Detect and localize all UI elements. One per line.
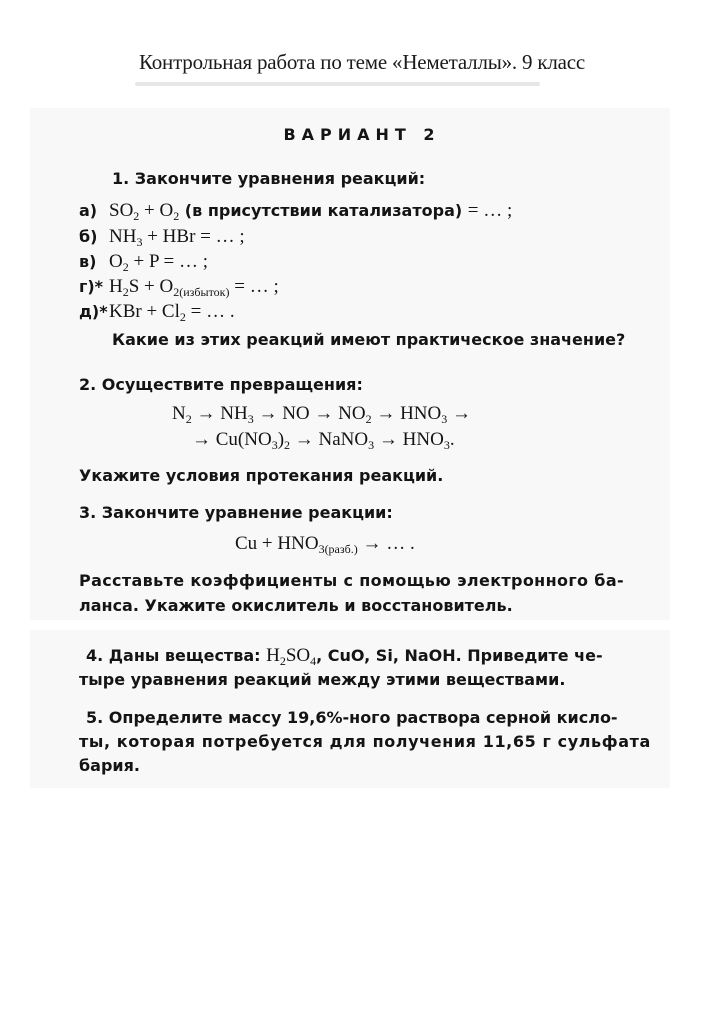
item-equation: $SO_2 + O_2$ (в присутствии катализатора) = … ; (109, 200, 513, 223)
task1-item-b (79, 227, 245, 247)
task1-item-c (79, 252, 208, 272)
task1-question: Какие из этих реакций имеют практическое значение? (112, 330, 626, 349)
task5-text-line2: ты, которая потребуется для получения 11,65 г сульфата (79, 732, 651, 751)
task2-chain-line1: $N_2 \to NH_3$ → NO → $NO_2 \to HNO_3$ → (172, 403, 471, 426)
item-label: г)* (79, 277, 104, 296)
task1-item-a (79, 201, 512, 221)
task3-title: 3. Закончите уравнение реакции: (79, 503, 393, 522)
task3-text-line2: ланса. Укажите окислитель и восстановитель. (79, 596, 513, 615)
task5-text-line3: бария. (79, 756, 140, 775)
task2-chain-line2: → $Cu(NO_3)_2$ → NaNO$_3$ → $HNO_3$. (192, 429, 455, 452)
task1-item-e (79, 302, 235, 322)
task2-title: 2. Осуществите превращения: (79, 375, 363, 394)
task4-text-line1: 4. Даны вещества: $H_2SO_4$, CuO, Si, NaOH. Приведите че- (86, 645, 603, 668)
item-label: д)* (79, 302, 108, 321)
task5-text-line1: 5. Определите массу 19,6%-ного раствора серной кисло- (86, 708, 618, 727)
task3-text-line1: Расставьте коэффициенты с помощью электронного ба- (79, 571, 624, 590)
item-label: а) (79, 201, 98, 220)
page-title: Контрольная работа по теме «Неметаллы». 9 класс (138, 50, 586, 74)
faded-scan-line (135, 82, 540, 86)
task2-note: Укажите условия протекания реакций. (79, 466, 444, 485)
item-equation: $NH_3$ + HBr = … ; (109, 226, 245, 249)
item-label: в) (79, 252, 97, 271)
task4-text-line2: тыре уравнения реакций между этими веществами. (79, 670, 566, 689)
task3-equation: $Cu + HNO_{3(разб.)}$ → … . (235, 533, 415, 556)
item-label: б) (79, 227, 98, 246)
task1-item-d (79, 277, 279, 297)
item-equation: KBr + $Cl_2$ = … . (109, 301, 235, 324)
item-equation: $O_2 + P$ = … ; (109, 251, 209, 274)
item-equation: $H_2S + O_{2(избыток)}$ = … ; (109, 276, 279, 299)
variant-heading: ВАРИАНТ 2 (283, 125, 441, 144)
task1-title: 1. Закончите уравнения реакций: (112, 169, 426, 188)
